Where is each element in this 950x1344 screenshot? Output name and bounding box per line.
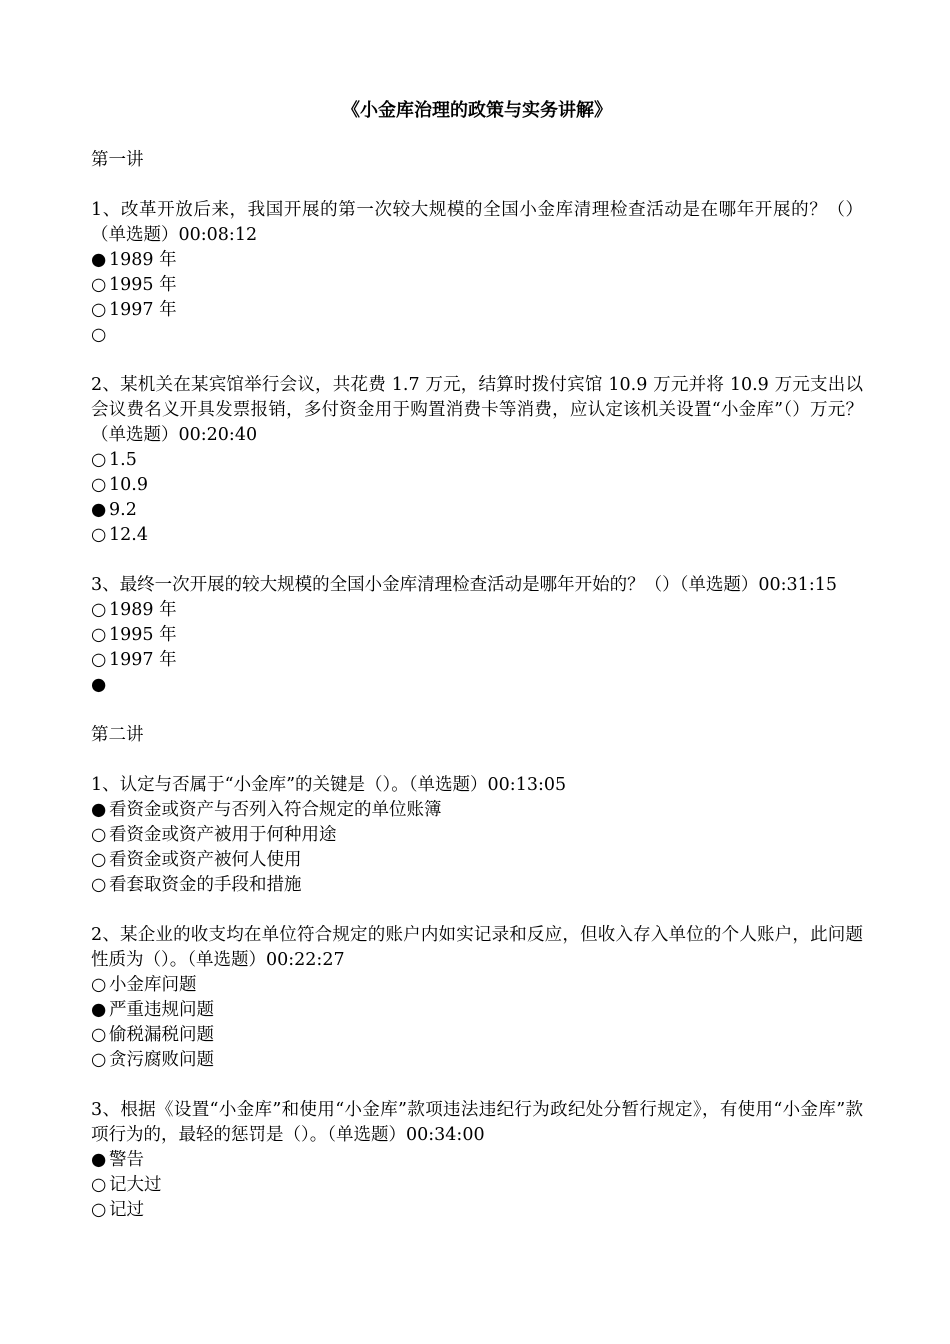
radio-mark: ● (91, 675, 107, 695)
option-label: 小金库问题 (109, 975, 197, 995)
option-item[interactable] (91, 623, 863, 648)
radio-mark: ● (91, 1000, 107, 1020)
option-label: 1997 年 (109, 300, 177, 320)
option-label: 记大过 (109, 1175, 162, 1195)
radio-mark: ○ (91, 975, 107, 995)
question-1-1 (91, 198, 863, 348)
option-item[interactable] (91, 473, 863, 498)
question-2-1 (91, 773, 863, 898)
lecture-heading: 第一讲 (91, 150, 144, 170)
radio-mark: ○ (91, 1200, 107, 1220)
question-text: 2、某机关在某宾馆举行会议，共花费 1.7 万元，结算时拨付宾馆 10.9 万元并将 10.9 万元支出以会议费名义开具发票报销，多付资金用于购置消费卡等消费，应认定该机关设置“小金库”（）万元？（单选题）00:20:40 (91, 375, 863, 445)
question-2-2 (91, 923, 863, 1073)
radio-mark: ○ (91, 825, 107, 845)
question-1-2 (91, 373, 863, 548)
option-item[interactable] (91, 1198, 863, 1223)
radio-mark: ● (91, 250, 107, 270)
option-label: 警告 (109, 1150, 144, 1170)
option-item[interactable] (91, 648, 863, 673)
radio-mark: ○ (91, 1050, 107, 1070)
question-text: 3、最终一次开展的较大规模的全国小金库清理检查活动是哪年开始的？（）（单选题）00:31:15 (91, 575, 837, 595)
option-label: 1989 年 (109, 600, 177, 620)
question-text: 3、根据《设置“小金库”和使用“小金库”款项违法违纪行为政纪处分暂行规定》，有使用“小金库”款项行为的，最轻的惩罚是（）。（单选题）00:34:00 (91, 1100, 863, 1145)
question-text: 1、改革开放后来，我国开展的第一次较大规模的全国小金库清理检查活动是在哪年开展的？（）（单选题）00:08:12 (91, 200, 863, 245)
document-title: 《小金库治理的政策与实务讲解》 (342, 100, 612, 121)
option-label: 1989 年 (109, 250, 177, 270)
radio-mark: ○ (91, 1025, 107, 1045)
radio-mark: ○ (91, 1175, 107, 1195)
option-label: 贪污腐败问题 (109, 1050, 214, 1070)
option-label: 看套取资金的手段和措施 (109, 875, 302, 895)
option-label: 严重违规问题 (109, 1000, 214, 1020)
option-label: 1997 年 (109, 650, 177, 670)
option-label: 看资金或资产被何人使用 (109, 850, 302, 870)
radio-mark: ○ (91, 600, 107, 620)
lecture-1 (91, 148, 863, 698)
radio-mark: ○ (91, 525, 107, 545)
lecture-heading: 第二讲 (91, 725, 144, 745)
option-item[interactable] (91, 998, 863, 1023)
radio-mark: ● (91, 500, 107, 520)
option-label: 12.4 (109, 525, 148, 545)
option-item[interactable] (91, 1048, 863, 1073)
option-label: 记过 (109, 1200, 144, 1220)
option-label: 1995 年 (109, 275, 177, 295)
option-item[interactable] (91, 598, 863, 623)
option-label: 1995 年 (109, 625, 177, 645)
option-item[interactable] (91, 248, 863, 273)
radio-mark: ○ (91, 275, 107, 295)
radio-mark: ○ (91, 325, 107, 345)
option-item[interactable] (91, 448, 863, 473)
question-1-3 (91, 573, 863, 698)
option-item[interactable] (91, 298, 863, 323)
radio-mark: ○ (91, 850, 107, 870)
option-item[interactable] (91, 323, 863, 348)
option-item[interactable] (91, 798, 863, 823)
option-item[interactable] (91, 973, 863, 998)
option-label: 看资金或资产被用于何种用途 (109, 825, 337, 845)
lecture-2 (91, 723, 863, 1223)
radio-mark: ○ (91, 650, 107, 670)
option-item[interactable] (91, 673, 863, 698)
option-item[interactable] (91, 273, 863, 298)
question-text: 1、认定与否属于“小金库”的关键是（）。（单选题）00:13:05 (91, 775, 567, 795)
document-page (91, 98, 863, 1248)
option-label: 1.5 (109, 450, 137, 470)
option-label: 9.2 (109, 500, 137, 520)
option-label: 10.9 (109, 475, 148, 495)
option-item[interactable] (91, 498, 863, 523)
radio-mark: ● (91, 1150, 107, 1170)
option-item[interactable] (91, 848, 863, 873)
option-label: 偷税漏税问题 (109, 1025, 214, 1045)
option-item[interactable] (91, 523, 863, 548)
radio-mark: ○ (91, 625, 107, 645)
radio-mark: ○ (91, 300, 107, 320)
option-item[interactable] (91, 1023, 863, 1048)
question-2-3 (91, 1098, 863, 1223)
option-item[interactable] (91, 823, 863, 848)
radio-mark: ○ (91, 475, 107, 495)
radio-mark: ● (91, 800, 107, 820)
option-item[interactable] (91, 1148, 863, 1173)
option-item[interactable] (91, 1173, 863, 1198)
option-label: 看资金或资产与否列入符合规定的单位账簿 (109, 800, 442, 820)
radio-mark: ○ (91, 450, 107, 470)
question-text: 2、某企业的收支均在单位符合规定的账户内如实记录和反应，但收入存入单位的个人账户，此问题性质为（）。（单选题）00:22:27 (91, 925, 863, 970)
radio-mark: ○ (91, 875, 107, 895)
option-item[interactable] (91, 873, 863, 898)
